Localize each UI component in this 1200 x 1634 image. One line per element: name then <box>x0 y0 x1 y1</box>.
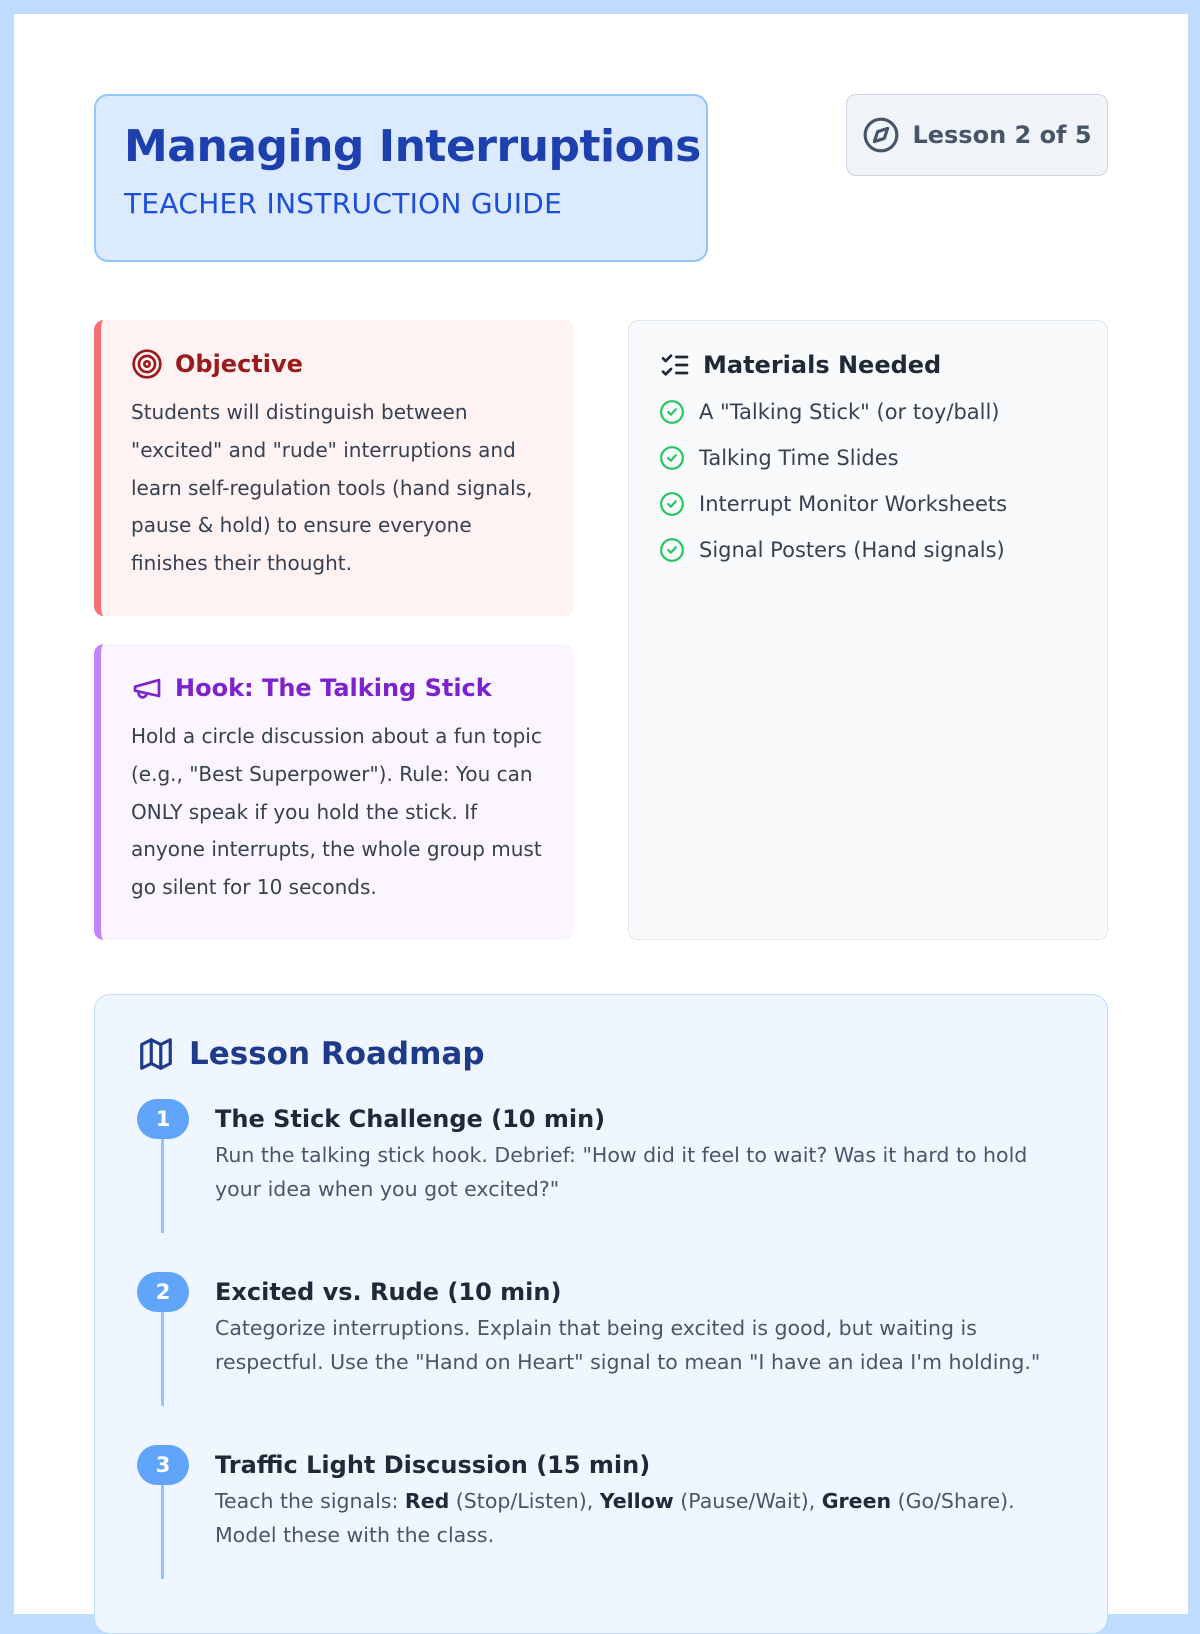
step-connector <box>161 1312 164 1406</box>
step-text: (Pause/Wait), <box>673 1489 822 1513</box>
roadmap-step <box>137 1445 1065 1618</box>
objective-heading <box>131 348 544 380</box>
step-title: Excited vs. Rude (10 min) <box>215 1278 562 1306</box>
check-circle-icon <box>659 399 685 425</box>
step-number-badge: 2 <box>137 1272 189 1312</box>
roadmap-heading-label: Lesson Roadmap <box>189 1036 485 1072</box>
checklist-icon <box>659 349 691 381</box>
lesson-progress-badge <box>846 94 1108 176</box>
check-circle-icon <box>659 491 685 517</box>
hook-text: Hold a circle discussion about a fun topic (e.g., "Best Superpower"). Rule: You can ONLY speak if you hold the stick. If anyone interrupts, the whole group must go silent for 10 seconds. <box>131 724 542 900</box>
target-icon <box>131 348 163 380</box>
materials-list <box>659 395 1077 567</box>
check-circle-icon <box>659 537 685 563</box>
objective-card <box>94 320 574 616</box>
roadmap-step <box>137 1099 1065 1272</box>
title-card <box>94 94 708 262</box>
hook-card <box>94 644 574 940</box>
step-text: (Stop/Listen), <box>449 1489 600 1513</box>
roadmap-step <box>137 1272 1065 1445</box>
step-title: The Stick Challenge (10 min) <box>215 1105 606 1133</box>
step-body <box>215 1445 1065 1552</box>
page-subtitle: TEACHER INSTRUCTION GUIDE <box>124 186 563 220</box>
step-connector <box>161 1485 164 1579</box>
material-label: A "Talking Stick" (or toy/ball) <box>699 400 1000 424</box>
hook-heading-label: Hook: The Talking Stick <box>175 674 492 702</box>
step-title: Traffic Light Discussion (15 min) <box>215 1451 651 1479</box>
map-icon <box>137 1035 175 1073</box>
compass-icon <box>862 116 900 154</box>
step-description: Categorize interruptions. Explain that being excited is good, but waiting is respectful. Use the "Hand on Heart" signal to mean "I have an idea I'm holding." <box>215 1316 1041 1374</box>
materials-heading-label: Materials Needed <box>703 351 942 379</box>
step-connector <box>161 1139 164 1233</box>
megaphone-icon <box>131 672 163 704</box>
roadmap-heading <box>137 1035 1065 1073</box>
material-label: Signal Posters (Hand signals) <box>699 538 1005 562</box>
list-item <box>659 487 1077 521</box>
objective-text: Students will distinguish between "excited" and "rude" interruptions and learn self-regulation tools (hand signals, pause & hold) to ensure everyone finishes their thought. <box>131 400 533 576</box>
signal-green: Green <box>821 1489 892 1513</box>
hook-heading <box>131 672 544 704</box>
step-body <box>215 1099 1065 1206</box>
material-label: Interrupt Monitor Worksheets <box>699 492 1008 516</box>
lesson-badge-label: Lesson 2 of 5 <box>912 121 1092 149</box>
list-item <box>659 533 1077 567</box>
list-item <box>659 441 1077 475</box>
material-label: Talking Time Slides <box>699 446 899 470</box>
lesson-page <box>14 14 1188 1614</box>
materials-heading <box>659 349 1077 381</box>
step-text: (Go/Share). Model these with the class. <box>215 1489 1015 1547</box>
step-number-badge: 1 <box>137 1099 189 1139</box>
step-body <box>215 1272 1065 1379</box>
materials-card <box>628 320 1108 940</box>
signal-red: Red <box>404 1489 450 1513</box>
step-number-badge: 3 <box>137 1445 189 1485</box>
objective-heading-label: Objective <box>175 350 303 378</box>
signal-yellow: Yellow <box>599 1489 674 1513</box>
check-circle-icon <box>659 445 685 471</box>
list-item <box>659 395 1077 429</box>
page-title: Managing Interruptions <box>124 121 701 172</box>
lesson-roadmap <box>94 994 1108 1634</box>
step-text: Teach the signals: <box>215 1489 405 1513</box>
step-description: Run the talking stick hook. Debrief: "How did it feel to wait? Was it hard to hold your idea when you got excited?" <box>215 1143 1028 1201</box>
step-description <box>215 1485 1065 1552</box>
